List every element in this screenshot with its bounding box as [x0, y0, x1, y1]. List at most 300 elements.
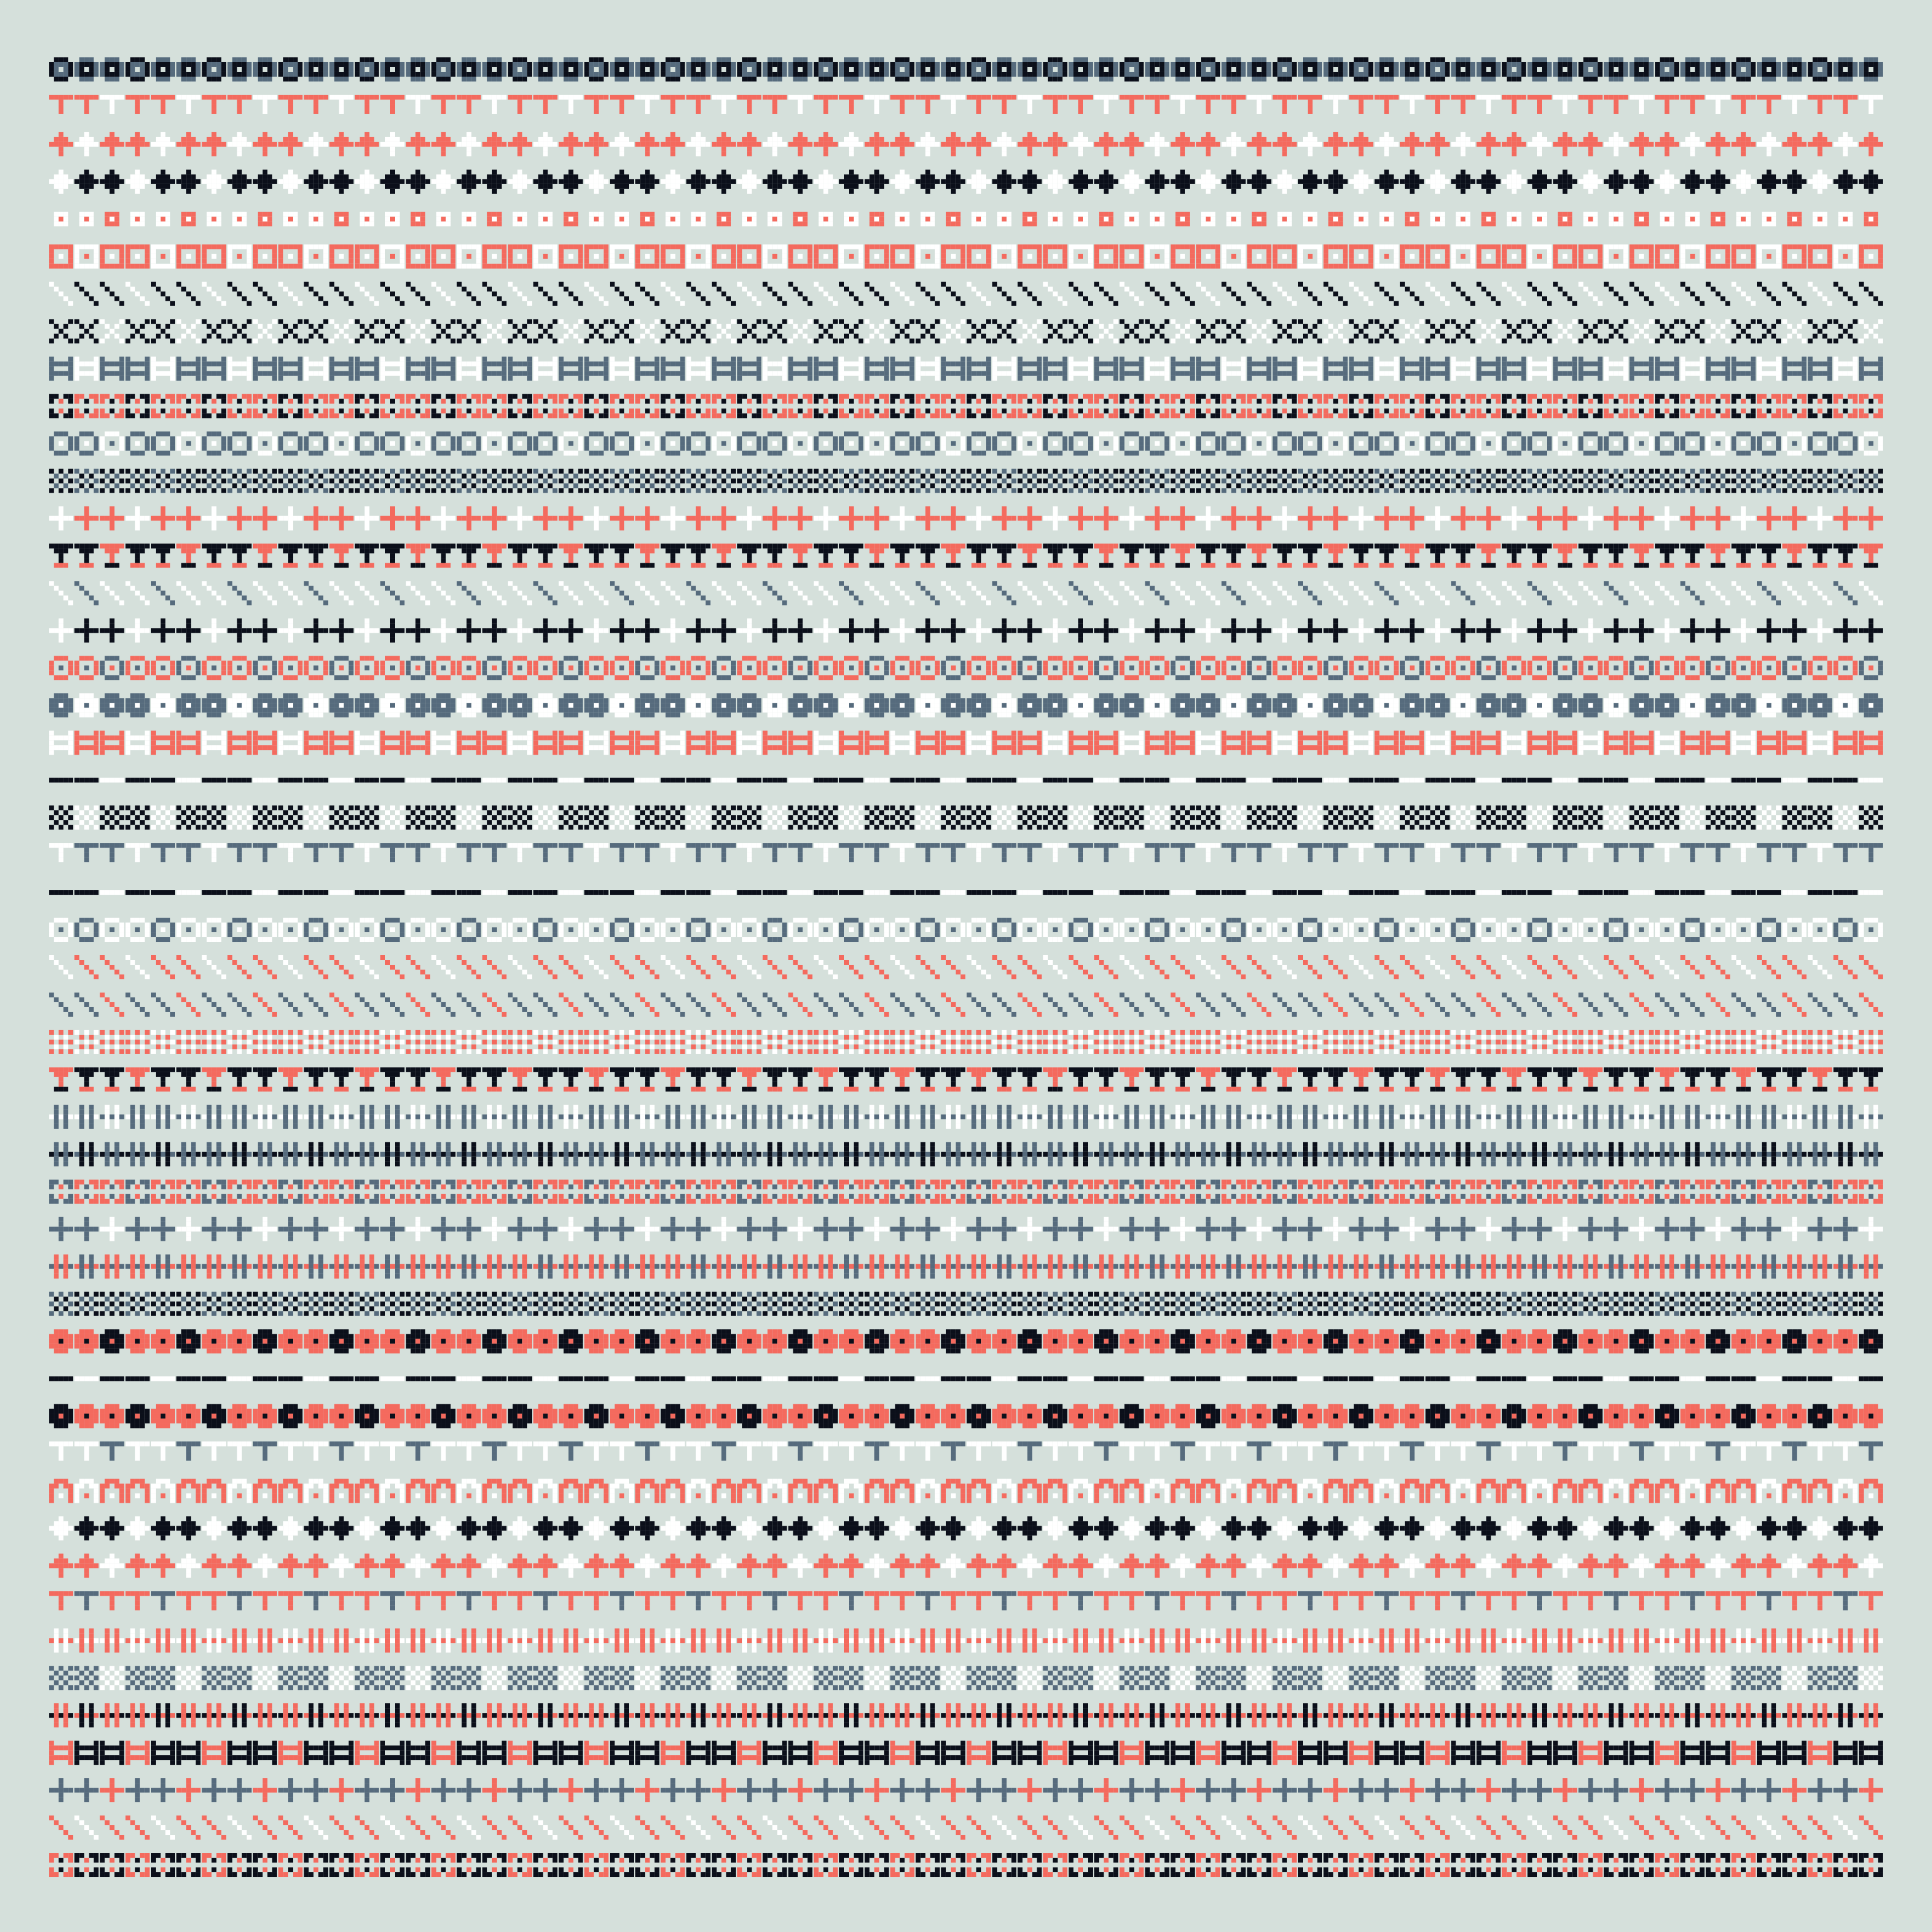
pattern-pixel	[502, 72, 507, 77]
pattern-pixel	[232, 179, 237, 184]
pattern-pixel	[1028, 142, 1032, 147]
pattern-pixel	[517, 72, 522, 77]
pattern-pixel	[216, 77, 221, 82]
pattern-pixel	[844, 174, 849, 179]
pattern-pixel	[74, 264, 79, 269]
pattern-pixel	[206, 217, 211, 222]
pattern-pixel	[772, 132, 777, 137]
pattern-pixel	[395, 217, 400, 222]
pattern-pixel	[1247, 179, 1252, 184]
pattern-pixel	[385, 245, 390, 249]
pattern-pixel	[941, 62, 946, 67]
pattern-pixel	[712, 62, 717, 67]
pattern-pixel	[981, 222, 986, 226]
pattern-pixel	[1308, 57, 1313, 62]
pattern-pixel	[997, 212, 1002, 217]
pattern-pixel	[665, 212, 670, 217]
pattern-pixel	[926, 264, 930, 269]
pattern-pixel	[844, 77, 849, 82]
pattern-pixel	[828, 222, 833, 226]
pattern-pixel	[1496, 72, 1501, 77]
pattern-pixel	[1257, 62, 1262, 67]
pattern-pixel	[135, 174, 140, 179]
pattern-pixel	[1053, 62, 1058, 67]
pattern-pixel	[1094, 72, 1099, 77]
pattern-pixel	[186, 245, 191, 249]
pattern-pixel	[691, 179, 696, 184]
pattern-pixel	[63, 212, 68, 217]
pattern-pixel	[487, 57, 492, 62]
pattern-pixel	[374, 245, 379, 249]
pattern-pixel	[635, 62, 640, 67]
pattern-pixel	[997, 137, 1002, 142]
pattern-pixel	[1537, 217, 1542, 222]
pattern-pixel	[1512, 152, 1517, 156]
pattern-pixel	[604, 264, 609, 269]
pattern-pixel	[782, 245, 787, 249]
pattern-pixel	[170, 62, 175, 67]
pattern-pixel	[819, 77, 824, 82]
pattern-pixel	[406, 259, 411, 264]
pattern-pixel	[79, 72, 84, 77]
pattern-pixel	[1058, 137, 1063, 142]
pattern-pixel	[120, 245, 124, 249]
pattern-pixel	[1726, 67, 1730, 72]
pattern-pixel	[1282, 132, 1287, 137]
pattern-pixel	[211, 137, 216, 142]
pattern-pixel	[712, 179, 717, 184]
pattern-pixel	[686, 179, 691, 184]
pattern-pixel	[1817, 142, 1822, 147]
pattern-pixel	[680, 264, 685, 269]
pattern-pixel	[272, 142, 277, 147]
pattern-pixel	[1609, 77, 1614, 82]
pattern-pixel	[1822, 174, 1827, 179]
pattern-pixel	[1328, 95, 1333, 100]
pattern-pixel	[721, 132, 726, 137]
pattern-pixel	[1257, 217, 1262, 222]
pattern-pixel	[879, 137, 884, 142]
pattern-pixel	[1380, 62, 1384, 67]
pattern-pixel	[59, 100, 63, 104]
pattern-pixel	[921, 72, 926, 77]
pattern-pixel	[385, 57, 390, 62]
pattern-pixel	[665, 142, 670, 147]
pattern-pixel	[1751, 179, 1756, 184]
pattern-pixel	[1460, 222, 1465, 226]
pattern-pixel	[737, 142, 742, 147]
pattern-pixel	[691, 217, 696, 222]
pattern-pixel	[186, 212, 191, 217]
pattern-pixel	[1257, 57, 1262, 62]
pattern-pixel	[951, 152, 956, 156]
pattern-pixel	[313, 137, 318, 142]
pattern-pixel	[1563, 57, 1567, 62]
pattern-pixel	[349, 264, 354, 269]
pattern-pixel	[1588, 152, 1593, 156]
pattern-pixel	[981, 57, 986, 62]
pattern-pixel	[339, 62, 344, 67]
pattern-pixel	[1802, 67, 1806, 72]
pattern-pixel	[1771, 57, 1776, 62]
pattern-pixel	[1700, 142, 1704, 147]
pattern-pixel	[186, 152, 191, 156]
pattern-pixel	[904, 217, 909, 222]
pattern-pixel	[879, 174, 884, 179]
pattern-pixel	[1639, 95, 1644, 100]
pattern-pixel	[330, 179, 334, 184]
pattern-pixel	[1435, 57, 1440, 62]
pattern-pixel	[1129, 57, 1134, 62]
pattern-pixel	[1435, 77, 1440, 82]
pattern-pixel	[1502, 179, 1507, 184]
pattern-pixel	[1389, 222, 1394, 226]
pattern-pixel	[921, 95, 926, 100]
pattern-pixel	[1517, 62, 1521, 67]
pattern-pixel	[1797, 67, 1802, 72]
pattern-pixel	[263, 184, 267, 189]
pattern-pixel	[1563, 77, 1567, 82]
pattern-pixel	[1176, 142, 1180, 147]
pattern-pixel	[1278, 179, 1282, 184]
pattern-pixel	[1298, 72, 1303, 77]
pattern-pixel	[803, 179, 808, 184]
pattern-pixel	[1767, 109, 1771, 114]
pattern-pixel	[1231, 62, 1236, 67]
pattern-pixel	[747, 217, 752, 222]
pattern-pixel	[1196, 72, 1201, 77]
pattern-pixel	[767, 184, 772, 189]
pattern-pixel	[661, 249, 665, 254]
pattern-pixel	[1460, 212, 1465, 217]
pattern-pixel	[1822, 67, 1827, 72]
pattern-pixel	[956, 174, 961, 179]
pattern-pixel	[135, 77, 140, 82]
pattern-pixel	[1792, 137, 1797, 142]
pattern-pixel	[216, 222, 221, 226]
pattern-pixel	[645, 245, 650, 249]
pattern-pixel	[956, 142, 961, 147]
pattern-pixel	[186, 217, 191, 222]
pattern-pixel	[997, 222, 1002, 226]
pattern-pixel	[1477, 67, 1482, 72]
pattern-pixel	[1104, 72, 1108, 77]
pattern-pixel	[446, 184, 450, 189]
pattern-pixel	[263, 142, 267, 147]
pattern-pixel	[156, 174, 161, 179]
pattern-pixel	[1690, 100, 1695, 104]
pattern-pixel	[1206, 62, 1211, 67]
pattern-pixel	[1843, 152, 1848, 156]
pattern-pixel	[63, 142, 68, 147]
pattern-pixel	[334, 179, 339, 184]
pattern-pixel	[247, 62, 252, 67]
pattern-pixel	[1108, 57, 1113, 62]
pattern-pixel	[313, 142, 318, 147]
pattern-pixel	[1073, 62, 1078, 67]
pattern-pixel	[824, 217, 828, 222]
pattern-pixel	[237, 212, 242, 217]
pattern-pixel	[1792, 152, 1797, 156]
pattern-pixel	[1588, 72, 1593, 77]
pattern-pixel	[665, 95, 670, 100]
pattern-pixel	[1762, 222, 1767, 226]
pattern-pixel	[1822, 95, 1827, 100]
pattern-pixel	[1711, 142, 1716, 147]
pattern-pixel	[1470, 95, 1475, 100]
pattern-pixel	[497, 212, 502, 217]
pattern-pixel	[425, 245, 430, 249]
pattern-pixel	[1384, 132, 1389, 137]
pattern-pixel	[1323, 95, 1328, 100]
pattern-pixel	[1721, 67, 1726, 72]
pattern-pixel	[462, 62, 467, 67]
pattern-pixel	[492, 142, 497, 147]
pattern-pixel	[1834, 72, 1838, 77]
pattern-pixel	[115, 174, 120, 179]
pattern-pixel	[1669, 174, 1674, 179]
pattern-pixel	[798, 104, 803, 109]
pattern-pixel	[1736, 95, 1741, 100]
pattern-pixel	[1236, 174, 1241, 179]
pattern-pixel	[1078, 212, 1083, 217]
pattern-pixel	[436, 95, 441, 100]
pattern-pixel	[390, 57, 395, 62]
pattern-pixel	[283, 217, 288, 222]
pattern-pixel	[406, 249, 411, 254]
pattern-pixel	[1477, 179, 1482, 184]
pattern-pixel	[385, 174, 390, 179]
pattern-pixel	[661, 62, 665, 67]
pattern-pixel	[1338, 137, 1343, 142]
pattern-pixel	[1827, 72, 1832, 77]
pattern-pixel	[1669, 137, 1674, 142]
pattern-pixel	[1563, 142, 1567, 147]
pattern-pixel	[1410, 100, 1415, 104]
pattern-pixel	[145, 67, 150, 72]
pattern-pixel	[1308, 217, 1313, 222]
pattern-pixel	[1812, 184, 1817, 189]
pattern-pixel	[161, 100, 165, 104]
pattern-pixel	[156, 212, 161, 217]
pattern-pixel	[650, 72, 654, 77]
pattern-pixel	[216, 62, 221, 67]
pattern-pixel	[49, 264, 54, 269]
pattern-pixel	[763, 249, 767, 254]
pattern-pixel	[1160, 67, 1165, 72]
pattern-pixel	[819, 142, 824, 147]
pattern-pixel	[1465, 174, 1470, 179]
pattern-pixel	[1848, 67, 1853, 72]
pattern-pixel	[390, 137, 395, 142]
pattern-pixel	[1119, 62, 1124, 67]
pattern-pixel	[1262, 72, 1267, 77]
pattern-pixel	[365, 245, 369, 249]
pattern-pixel	[654, 179, 659, 184]
pattern-pixel	[334, 217, 339, 222]
pattern-pixel	[211, 77, 216, 82]
pattern-pixel	[869, 179, 874, 184]
pattern-pixel	[814, 259, 819, 264]
pattern-pixel	[1435, 152, 1440, 156]
pattern-pixel	[1460, 104, 1465, 109]
pattern-pixel	[1129, 132, 1134, 137]
pattern-pixel	[1252, 57, 1257, 62]
pattern-pixel	[1185, 57, 1190, 62]
pattern-pixel	[793, 184, 798, 189]
pattern-pixel	[253, 259, 258, 264]
pattern-pixel	[951, 72, 956, 77]
pattern-pixel	[1822, 62, 1827, 67]
pattern-pixel	[176, 179, 181, 184]
pattern-pixel	[1869, 189, 1873, 194]
pattern-pixel	[63, 245, 68, 249]
pattern-pixel	[1201, 217, 1206, 222]
pattern-pixel	[909, 72, 914, 77]
pattern-pixel	[997, 67, 1002, 72]
pattern-pixel	[854, 77, 859, 82]
pattern-pixel	[782, 142, 787, 147]
pattern-pixel	[420, 222, 425, 226]
pattern-pixel	[263, 217, 267, 222]
pattern-pixel	[446, 67, 450, 72]
pattern-pixel	[610, 249, 615, 254]
pattern-pixel	[94, 62, 98, 67]
pattern-pixel	[283, 212, 288, 217]
pattern-pixel	[406, 62, 411, 67]
pattern-pixel	[390, 72, 395, 77]
pattern-pixel	[1435, 100, 1440, 104]
pattern-pixel	[824, 72, 828, 77]
pattern-pixel	[1572, 142, 1577, 147]
pattern-pixel	[1690, 217, 1695, 222]
pattern-pixel	[824, 212, 828, 217]
pattern-pixel	[1358, 72, 1363, 77]
pattern-pixel	[742, 57, 747, 62]
pattern-pixel	[267, 57, 272, 62]
pattern-pixel	[1604, 95, 1609, 100]
pattern-pixel	[706, 62, 711, 67]
pattern-pixel	[278, 72, 283, 77]
pattern-pixel	[839, 245, 844, 249]
pattern-pixel	[196, 249, 200, 254]
pattern-pixel	[1043, 95, 1048, 100]
pattern-pixel	[1623, 179, 1628, 184]
pattern-pixel	[1328, 217, 1333, 222]
pattern-pixel	[487, 264, 492, 269]
pattern-pixel	[1415, 72, 1419, 77]
pattern-pixel	[165, 217, 170, 222]
pattern-pixel	[1486, 72, 1491, 77]
pattern-pixel	[1486, 222, 1491, 226]
pattern-pixel	[1848, 77, 1853, 82]
pattern-pixel	[559, 259, 564, 264]
pattern-pixel	[552, 254, 557, 259]
pattern-pixel	[1864, 62, 1869, 67]
pattern-pixel	[517, 137, 522, 142]
pattern-pixel	[1083, 77, 1088, 82]
pattern-pixel	[747, 179, 752, 184]
pattern-pixel	[1563, 179, 1567, 184]
pattern-pixel	[1058, 217, 1063, 222]
pattern-pixel	[1278, 57, 1282, 62]
pattern-pixel	[1482, 222, 1486, 226]
pattern-pixel	[1496, 179, 1501, 184]
pattern-pixel	[594, 152, 599, 156]
pattern-pixel	[1588, 179, 1593, 184]
pattern-pixel	[1155, 100, 1160, 104]
pattern-pixel	[115, 57, 120, 62]
pattern-pixel	[1558, 95, 1563, 100]
pattern-pixel	[839, 62, 844, 67]
pattern-pixel	[1583, 72, 1588, 77]
pattern-pixel	[221, 249, 226, 254]
pattern-pixel	[717, 184, 721, 189]
pattern-pixel	[1716, 77, 1721, 82]
pattern-pixel	[1588, 104, 1593, 109]
pattern-pixel	[747, 189, 752, 194]
pattern-pixel	[747, 104, 752, 109]
pattern-pixel	[467, 174, 472, 179]
pattern-pixel	[313, 254, 318, 259]
pattern-pixel	[1328, 137, 1333, 142]
pattern-pixel	[105, 212, 110, 217]
pattern-pixel	[1037, 95, 1042, 100]
pattern-pixel	[492, 132, 497, 137]
pattern-pixel	[629, 254, 634, 259]
pattern-pixel	[645, 132, 650, 137]
pattern-pixel	[1817, 62, 1822, 67]
pattern-pixel	[935, 245, 940, 249]
pattern-pixel	[726, 57, 731, 62]
pattern-pixel	[278, 259, 283, 264]
pattern-pixel	[89, 179, 94, 184]
pattern-pixel	[543, 104, 548, 109]
pattern-pixel	[533, 249, 538, 254]
pattern-pixel	[629, 67, 634, 72]
pattern-pixel	[1853, 72, 1858, 77]
pattern-pixel	[559, 249, 564, 254]
pattern-pixel	[1354, 142, 1358, 147]
pattern-pixel	[865, 95, 869, 100]
pattern-pixel	[487, 77, 492, 82]
pattern-pixel	[1358, 179, 1363, 184]
pattern-pixel	[492, 109, 497, 114]
pattern-pixel	[854, 264, 859, 269]
pattern-pixel	[1482, 217, 1486, 222]
pattern-pixel	[1598, 179, 1602, 184]
pattern-pixel	[130, 222, 135, 226]
pattern-pixel	[513, 57, 517, 62]
pattern-pixel	[992, 142, 997, 147]
pattern-pixel	[604, 179, 609, 184]
pattern-pixel	[859, 72, 863, 77]
pattern-pixel	[569, 137, 574, 142]
pattern-pixel	[884, 142, 889, 147]
pattern-pixel	[926, 72, 930, 77]
pattern-pixel	[313, 104, 318, 109]
pattern-pixel	[926, 222, 930, 226]
pattern-pixel	[211, 104, 216, 109]
pattern-pixel	[1028, 189, 1032, 194]
pattern-pixel	[1614, 104, 1619, 109]
pattern-pixel	[594, 212, 599, 217]
pattern-pixel	[1124, 217, 1129, 222]
pattern-pixel	[1838, 142, 1843, 147]
pattern-pixel	[1843, 189, 1848, 194]
pattern-pixel	[1711, 95, 1716, 100]
pattern-pixel	[492, 104, 497, 109]
